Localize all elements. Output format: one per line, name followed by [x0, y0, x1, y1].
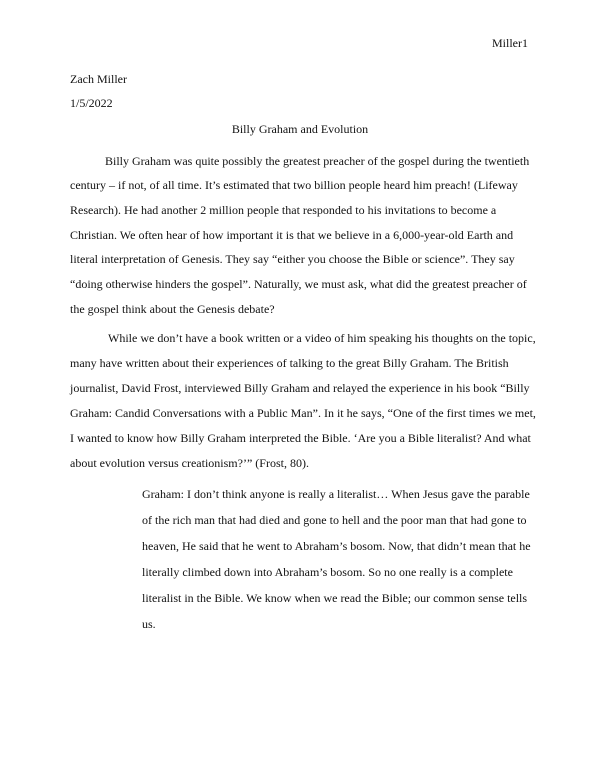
- paragraph-1-line: “doing otherwise hinders the gospel”. Naturally, we must ask, what did the greatest preacher of: [70, 277, 527, 291]
- page-header: Miller1: [492, 36, 528, 50]
- block-quote-line: literally climbed down into Abraham’s bosom. So no one really is a complete: [142, 565, 513, 579]
- essay-title: Billy Graham and Evolution: [231, 122, 369, 136]
- paragraph-1-line: Research). He had another 2 million people that responded to his invitations to become a: [70, 203, 497, 217]
- paragraph-2-line: journalist, David Frost, interviewed Billy Graham and relayed the experience in his book “Billy: [70, 381, 530, 395]
- block-quote-line: heaven, He said that he went to Abraham’s bosom. Now, that didn’t mean that he: [142, 539, 531, 553]
- paragraph-2-line: While we don’t have a book written or a video of him speaking his thoughts on the topic,: [108, 331, 536, 345]
- document-date: 1/5/2022: [70, 96, 113, 110]
- paragraph-2-line: about evolution versus creationism?’” (Frost, 80).: [70, 456, 309, 470]
- paragraph-1-line: the gospel think about the Genesis debate?: [70, 302, 275, 316]
- paragraph-2-line: Graham: Candid Conversations with a Public Man”. In it he says, “One of the first times we met,: [70, 406, 536, 420]
- paragraph-1-line: Christian. We often hear of how important it is that we believe in a 6,000-year-old Earth and: [70, 228, 514, 242]
- block-quote-line: Graham: I don’t think anyone is really a literalist… When Jesus gave the parable: [142, 487, 530, 501]
- author-name: Zach Miller: [70, 72, 127, 86]
- paragraph-2-line: I wanted to know how Billy Graham interpreted the Bible. ‘Are you a Bible literalist? And what: [70, 431, 531, 445]
- block-quote-line: of the rich man that had died and gone to hell and the poor man that had gone to: [142, 513, 527, 527]
- block-quote-line: literalist in the Bible. We know when we read the Bible; our common sense tells: [142, 591, 528, 605]
- paragraph-1-line: literal interpretation of Genesis. They say “either you choose the Bible or science”. They say: [70, 252, 515, 266]
- block-quote-line: us.: [142, 617, 156, 631]
- paragraph-2-line: many have written about their experiences of talking to the great Billy Graham. The British: [70, 356, 509, 370]
- paragraph-1-line: century – if not, of all time. It’s estimated that two billion people heard him preach! (Lifeway: [70, 178, 518, 192]
- paragraph-1-line: Billy Graham was quite possibly the greatest preacher of the gospel during the twentieth: [105, 154, 530, 168]
